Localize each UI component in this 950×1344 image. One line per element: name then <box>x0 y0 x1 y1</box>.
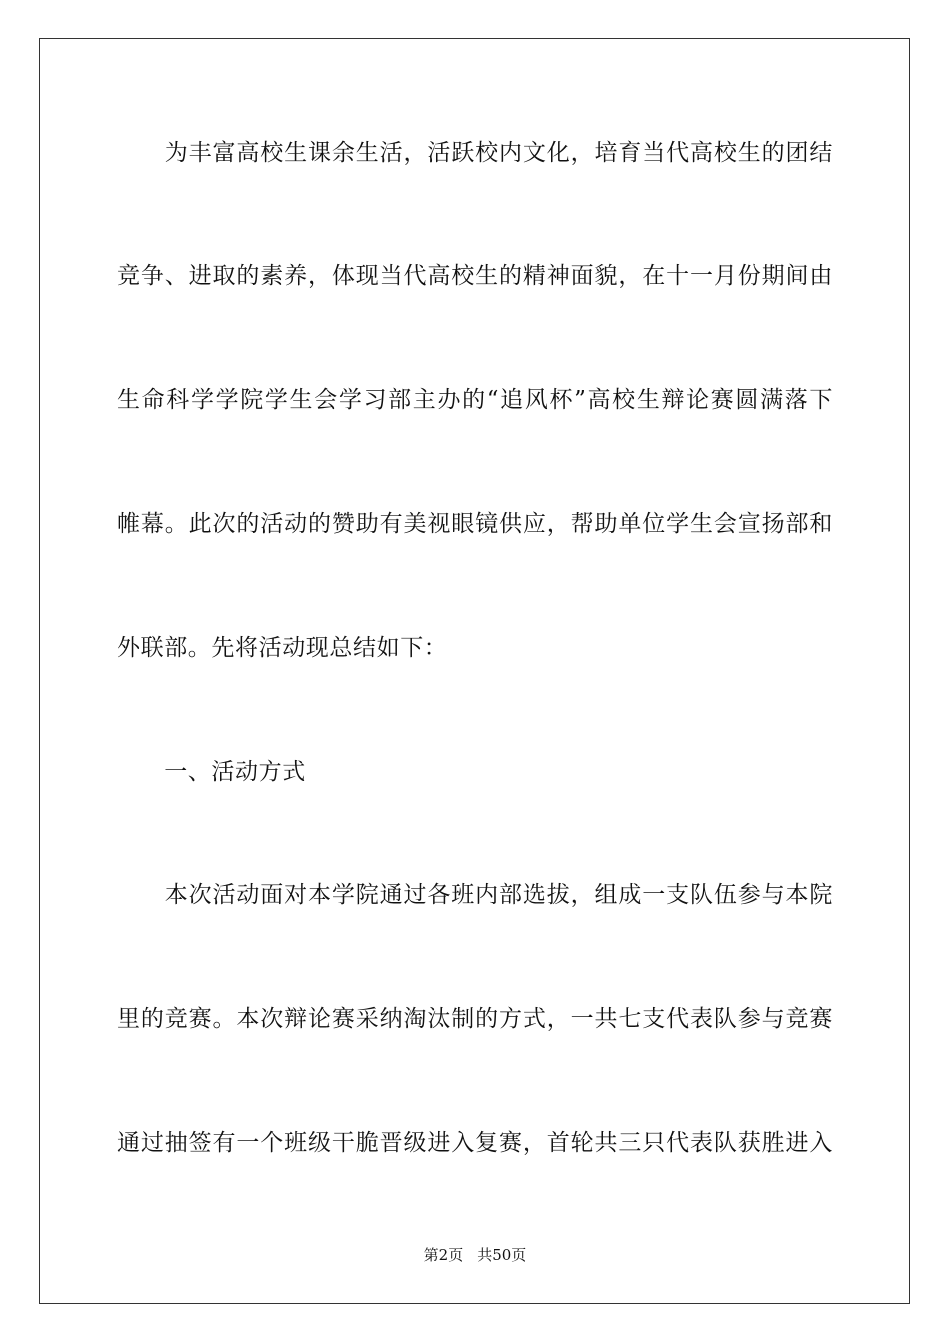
page-border <box>39 38 910 1304</box>
paragraph-line-7: 里的竞赛。本次辩论赛采纳淘汰制的方式，一共七支代表队参与竞赛 <box>117 1006 833 1032</box>
paragraph-line-8: 通过抽签有一个班级干脆晋级进入复赛，首轮共三只代表队获胜进入 <box>117 1130 833 1156</box>
paragraph-line-1: 为丰富高校生课余生活，活跃校内文化，培育当代高校生的团结 <box>117 140 833 166</box>
paragraph-line-4: 帷幕。此次的活动的赞助有美视眼镜供应，帮助单位学生会宣扬部和 <box>117 511 833 537</box>
paragraph-line-5: 外联部。先将活动现总结如下： <box>117 635 448 661</box>
section-heading: 一、活动方式 <box>117 759 306 785</box>
paragraph-line-2: 竞争、进取的素养，体现当代高校生的精神面貌，在十一月份期间由 <box>117 263 833 289</box>
paragraph-line-3: 生命科学学院学生会学习部主办的“追风杯”高校生辩论赛圆满落下 <box>117 387 833 413</box>
paragraph-line-6: 本次活动面对本学院通过各班内部选拔，组成一支队伍参与本院 <box>117 882 833 908</box>
page-number-total: 共50页 <box>477 1246 527 1264</box>
page-footer <box>0 1245 950 1265</box>
page-number-current: 第2页 <box>423 1246 464 1264</box>
